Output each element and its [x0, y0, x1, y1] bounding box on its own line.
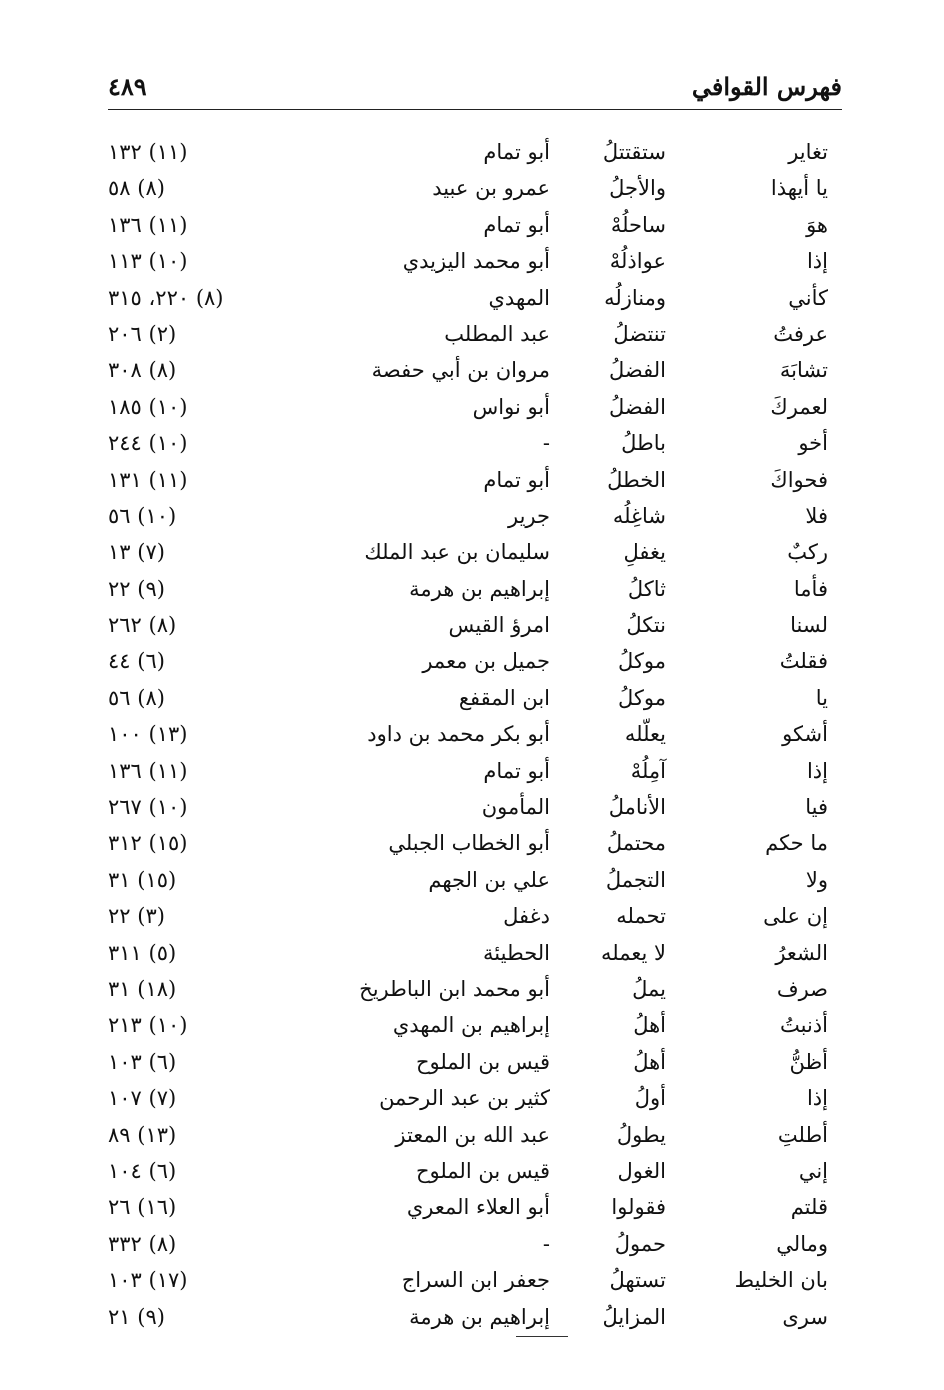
verse-opening: لعمركَ	[770, 394, 828, 419]
verse-opening: فيا	[805, 795, 828, 820]
table-row	[108, 425, 842, 461]
table-row	[108, 389, 842, 425]
page-reference: (١٦) ٢٦	[108, 1195, 177, 1220]
table-row	[108, 935, 842, 971]
rhyme-word: الفضلُ	[609, 358, 666, 383]
poet-name: دغفل	[503, 904, 550, 929]
verse-opening: ركبٌ	[787, 540, 828, 565]
rhyme-word: الأناملُ	[608, 795, 666, 820]
rhyme-word: يعلّله	[624, 722, 666, 747]
page-reference: (٨) ٢٢٠، ٣١٥	[108, 285, 224, 310]
poet-name: كثير بن عبد الرحمن	[379, 1086, 550, 1111]
verse-opening: قلتم	[790, 1195, 828, 1220]
page-reference: (١٠) ٢١٣	[108, 1013, 188, 1038]
verse-opening: فحواكَ	[770, 467, 828, 492]
page-reference: (١٨) ٣١	[108, 976, 177, 1001]
page-reference: (١٠) ٢٦٧	[108, 795, 188, 820]
page-reference: (١٠) ١٨٥	[108, 394, 188, 419]
rhyme-word: آمِلُهْ	[630, 758, 666, 783]
rhyme-word: نتكلُ	[626, 613, 666, 638]
table-row	[108, 134, 842, 170]
page-number: ٤٨٩	[108, 72, 147, 101]
verse-opening: كأني	[788, 285, 828, 310]
rhyme-index-table	[108, 134, 842, 1335]
poet-name: أبو تمام	[483, 140, 550, 164]
table-row	[108, 1299, 842, 1335]
table-row	[108, 680, 842, 716]
page-reference: (٢) ٢٠٦	[108, 321, 177, 346]
poet-name: -	[542, 1231, 550, 1256]
verse-opening: فلا	[805, 503, 828, 528]
page-reference: (٧) ١٣	[108, 540, 165, 565]
poet-name: امرؤ القيس	[448, 613, 550, 638]
rhyme-word: شاغِلُه	[612, 503, 666, 528]
rhyme-word: يملُ	[632, 976, 666, 1001]
page-reference: (٣) ٢٢	[108, 904, 165, 929]
rhyme-word: ستقتتلُ	[602, 140, 666, 164]
verse-opening: لسنا	[790, 613, 828, 638]
page-reference: (١١) ١٣٢	[108, 140, 188, 164]
poet-name: أبو تمام	[483, 212, 550, 237]
verse-opening: أذنبتُ	[780, 1013, 828, 1038]
table-row	[108, 898, 842, 934]
page-reference: (١٣) ١٠٠	[108, 722, 188, 747]
verse-opening: صرف	[776, 976, 828, 1001]
page-reference: (١٧) ١٠٣	[108, 1268, 188, 1293]
verse-opening: أخو	[798, 431, 828, 456]
poet-name: عبد الله بن المعتز	[395, 1122, 550, 1147]
verse-opening: فقلتُ	[779, 649, 828, 674]
poet-name: أبو نواس	[472, 394, 550, 419]
page-reference: (١٣) ٨٩	[108, 1122, 177, 1147]
poet-name: أبو محمد اليزيدي	[402, 249, 550, 274]
table-row	[108, 753, 842, 789]
verse-opening: أطلتِ	[777, 1122, 828, 1147]
poet-name: أبو العلاء المعري	[406, 1195, 550, 1220]
table-row	[108, 607, 842, 643]
rhyme-word: تنتضلُ	[613, 321, 666, 346]
poet-name: إبراهيم بن المهدي	[392, 1013, 550, 1038]
rhyme-word: الغول	[617, 1158, 666, 1183]
page-reference: (١٠) ١١٣	[108, 249, 188, 274]
verse-opening: ولا	[805, 867, 828, 892]
table-row	[108, 1044, 842, 1080]
poet-name: علي بن الجهم	[428, 867, 550, 892]
verse-opening: سرى	[782, 1304, 828, 1329]
rhyme-word: باطلُ	[621, 431, 666, 456]
poet-name: عمرو بن عبيد	[432, 176, 550, 201]
verse-opening: إذا	[806, 758, 828, 783]
rhyme-word: ثاكلُ	[627, 576, 666, 601]
rhyme-word: والأجلُ	[609, 176, 666, 201]
page-reference: (٩) ٢٢	[108, 576, 165, 601]
verse-opening: هوَ	[806, 212, 828, 237]
table-row	[108, 1117, 842, 1153]
verse-opening: إذا	[806, 1086, 828, 1111]
table-row	[108, 1226, 842, 1262]
table-row	[108, 1189, 842, 1225]
verse-opening: إن على	[763, 904, 828, 929]
poet-name: المهدي	[488, 285, 550, 310]
verse-opening: الشعرُ	[775, 940, 828, 965]
table-row	[108, 280, 842, 316]
rhyme-word: الخطلُ	[607, 467, 666, 492]
poet-name: ابن المقفع	[458, 685, 550, 710]
verse-opening: يا	[815, 685, 828, 710]
table-row	[108, 498, 842, 534]
poet-name: جعفر ابن السراج	[401, 1268, 550, 1293]
table-row	[108, 1153, 842, 1189]
verse-opening: يا أيهذا	[770, 176, 828, 201]
page-reference: (١١) ١٣٦	[108, 212, 188, 237]
poet-name: أبو بكر محمد بن داود	[367, 722, 550, 747]
rhyme-word: يغفلِ	[623, 540, 666, 565]
rhyme-word: لا يعمله	[601, 940, 666, 965]
table-row	[108, 1080, 842, 1116]
table-row	[108, 170, 842, 206]
verse-opening: تشابَهَ	[779, 358, 828, 383]
verse-opening: تغاير	[788, 140, 828, 164]
page-reference: (١١) ١٣٦	[108, 758, 188, 783]
page-reference: (١١) ١٣١	[108, 467, 188, 492]
poet-name: مروان بن أبي حفصة	[371, 358, 550, 383]
table-row	[108, 1007, 842, 1043]
page-reference: (٨) ٣٣٢	[108, 1231, 177, 1256]
poet-name: إبراهيم بن هرمة	[409, 1304, 550, 1329]
verse-opening: إذا	[806, 249, 828, 274]
poet-name: قيس بن الملوح	[415, 1158, 550, 1183]
table-row	[108, 1262, 842, 1298]
poet-name: المأمون	[481, 795, 550, 820]
running-title: فهرس القوافي	[691, 72, 842, 101]
poet-name: جرير	[508, 503, 550, 528]
rhyme-word: ساحلُهْ	[610, 212, 666, 237]
table-row	[108, 789, 842, 825]
rhyme-word: أولُ	[634, 1086, 666, 1111]
table-row	[108, 243, 842, 279]
poet-name: جميل بن معمر	[422, 649, 550, 674]
verse-opening: ومالي	[776, 1231, 828, 1256]
rhyme-word: محتملُ	[606, 831, 666, 856]
table-row	[108, 716, 842, 752]
page-reference: (٦) ٤٤	[108, 649, 165, 674]
poet-name: إبراهيم بن هرمة	[409, 576, 550, 601]
table-row	[108, 971, 842, 1007]
verse-opening: ما حكم	[765, 831, 828, 856]
verse-opening: أشكو	[782, 722, 828, 747]
rhyme-word: تحمله	[616, 904, 666, 929]
page-reference: (٨) ٣٠٨	[108, 358, 177, 383]
page-reference: (٦) ١٠٤	[108, 1158, 177, 1183]
verse-opening: إني	[798, 1158, 828, 1183]
page-reference: (٧) ١٠٧	[108, 1086, 177, 1111]
poet-name: -	[542, 431, 550, 456]
page-reference: (٦) ١٠٣	[108, 1049, 177, 1074]
verse-opening: فأما	[793, 576, 828, 601]
page-header	[108, 66, 842, 108]
rhyme-word: يطولُ	[616, 1122, 666, 1147]
rhyme-word: المزايلُ	[602, 1304, 666, 1329]
table-row	[108, 862, 842, 898]
table-row	[108, 825, 842, 861]
table-row	[108, 534, 842, 570]
poet-name: أبو تمام	[483, 467, 550, 492]
page-reference: (٥) ٣١١	[108, 940, 177, 965]
poet-name: قيس بن الملوح	[415, 1049, 550, 1074]
table-row	[108, 352, 842, 388]
page-reference: (١٥) ٣١٢	[108, 831, 188, 856]
page-reference: (٩) ٢١	[108, 1304, 165, 1329]
rhyme-word: عواذلُهْ	[609, 249, 666, 274]
table-row	[108, 643, 842, 679]
poet-name: الحطيئة	[483, 940, 550, 965]
rhyme-word: أهلُ	[633, 1013, 666, 1038]
verse-opening: أظنُّ	[789, 1049, 828, 1074]
rhyme-word: الفضلُ	[609, 394, 666, 419]
table-row	[108, 571, 842, 607]
poet-name: أبو محمد ابن الباطريخ	[359, 976, 550, 1001]
verse-opening: بان الخليط	[734, 1268, 828, 1293]
poet-name: عبد المطلب	[444, 321, 550, 346]
verse-opening: عرفتُ	[773, 321, 828, 346]
rhyme-word: موكلُ	[618, 685, 666, 710]
page-reference: (١٠) ٢٤٤	[108, 431, 188, 456]
rhyme-word: أهلُ	[633, 1049, 666, 1074]
table-row	[108, 207, 842, 243]
rhyme-word: تستهلُ	[609, 1268, 666, 1293]
rhyme-word: التجملُ	[605, 867, 666, 892]
rhyme-word: موكلُ	[618, 649, 666, 674]
page-reference: (١٠) ٥٦	[108, 503, 177, 528]
poet-name: أبو الخطاب الجبلي	[388, 831, 550, 856]
bottom-rule	[516, 1336, 568, 1337]
table-row	[108, 462, 842, 498]
page-reference: (٨) ٢٦٢	[108, 613, 177, 638]
header-rule	[108, 109, 842, 110]
table-row	[108, 316, 842, 352]
rhyme-word: فقولوا	[611, 1195, 666, 1220]
page-reference: (١٥) ٣١	[108, 867, 177, 892]
rhyme-word: ومنازلُه	[604, 285, 666, 310]
rhyme-word: حمولُ	[614, 1231, 666, 1256]
page-reference: (٨) ٥٨	[108, 176, 165, 201]
poet-name: أبو تمام	[483, 758, 550, 783]
poet-name: سليمان بن عبد الملك	[364, 540, 550, 565]
page-reference: (٨) ٥٦	[108, 685, 165, 710]
